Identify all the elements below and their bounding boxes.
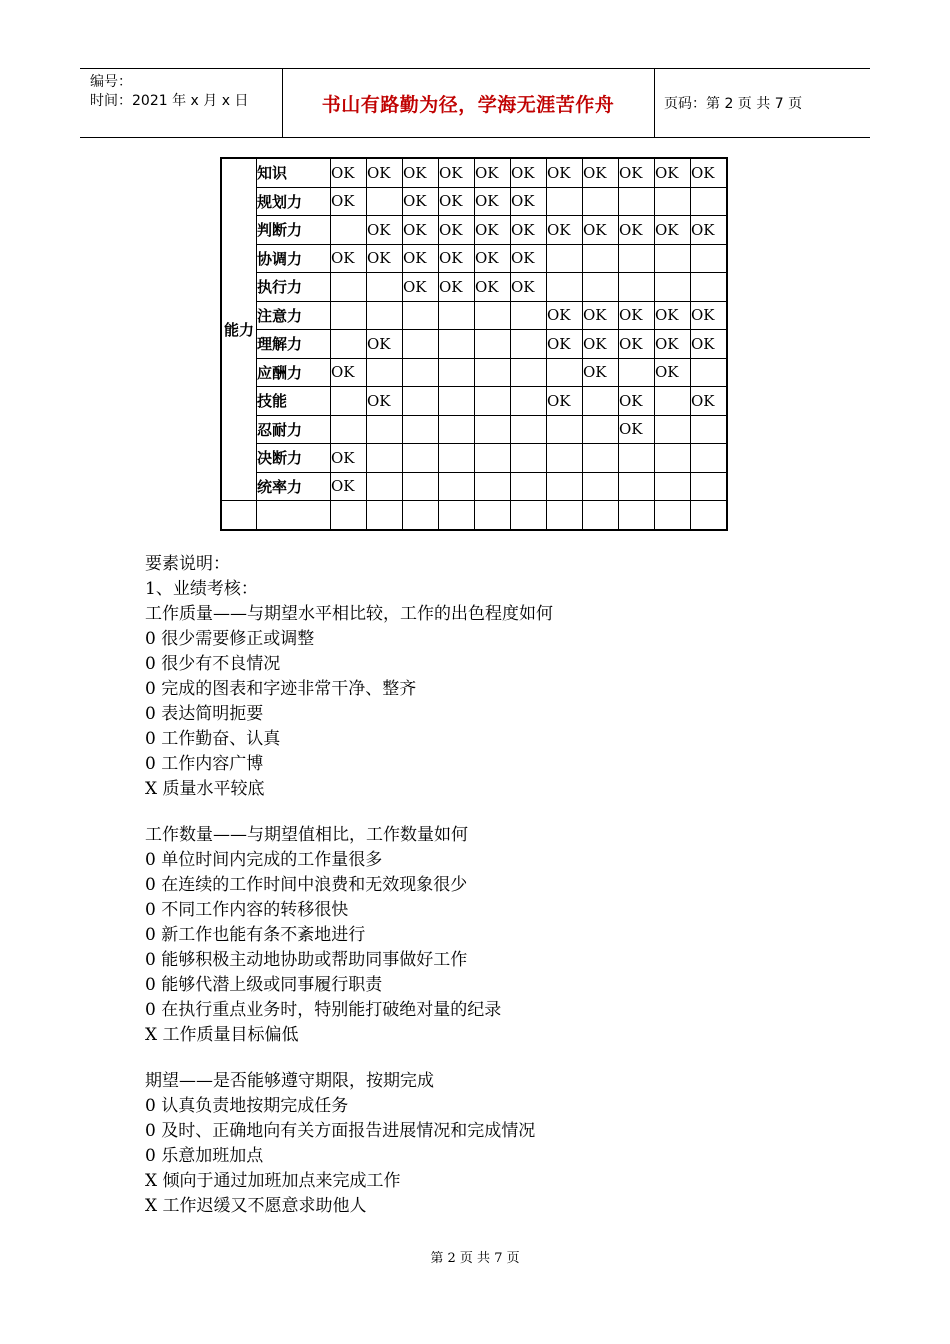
row-label: 执行力 [257, 273, 331, 302]
table-row [221, 216, 727, 245]
note-line: X 工作迟缓又不愿意求助他人 [145, 1196, 367, 1216]
time-label: 时间：2021 年 x 月 x 日 [90, 93, 249, 109]
table-cell [619, 187, 655, 216]
page-label: 页码：第 2 页 共 7 页 [664, 96, 803, 112]
note-line: X 质量水平较底 [145, 779, 265, 799]
table-cell [331, 216, 367, 245]
table-cell [547, 444, 583, 473]
table-cell [583, 415, 619, 444]
table-cell [331, 501, 367, 530]
table-cell [547, 358, 583, 387]
table-cell: OK [439, 187, 475, 216]
table-cell: OK [331, 472, 367, 501]
table-cell: OK [655, 330, 691, 359]
table-cell: OK [331, 358, 367, 387]
note-line: 0 及时、正确地向有关方面报告进展情况和完成情况 [145, 1121, 536, 1141]
note-line: 0 工作勤奋、认真 [145, 729, 281, 749]
table-cell: OK [367, 387, 403, 416]
table-cell [511, 444, 547, 473]
table-cell: OK [655, 301, 691, 330]
table-cell [475, 387, 511, 416]
table-cell [691, 501, 728, 530]
table-cell [475, 472, 511, 501]
table-cell: OK [583, 216, 619, 245]
table-cell [547, 415, 583, 444]
table-cell [511, 472, 547, 501]
table-cell [547, 244, 583, 273]
table-cell: OK [403, 216, 439, 245]
table-cell [511, 501, 547, 530]
row-label: 协调力 [257, 244, 331, 273]
table-cell: OK [511, 244, 547, 273]
table-cell [475, 444, 511, 473]
table-cell: OK [583, 158, 619, 187]
table-cell [547, 187, 583, 216]
table-cell: OK [547, 387, 583, 416]
table-cell: OK [403, 273, 439, 302]
table-cell [475, 415, 511, 444]
table-cell [547, 273, 583, 302]
table-cell [619, 273, 655, 302]
table-cell [583, 501, 619, 530]
table-cell [691, 244, 728, 273]
row-label: 忍耐力 [257, 415, 331, 444]
table-row [221, 358, 727, 387]
table-cell [439, 330, 475, 359]
row-label: 理解力 [257, 330, 331, 359]
table-cell [547, 501, 583, 530]
table-cell [475, 501, 511, 530]
table-cell [691, 273, 728, 302]
table-cell [583, 273, 619, 302]
table-cell: OK [691, 216, 728, 245]
ability-table [220, 157, 728, 531]
table-cell: OK [619, 415, 655, 444]
table-cell [331, 415, 367, 444]
row-label: 判断力 [257, 216, 331, 245]
table-row [221, 415, 727, 444]
table-cell [439, 472, 475, 501]
table-cell: OK [403, 187, 439, 216]
table-cell [257, 501, 331, 530]
note-line: 工作质量——与期望水平相比较，工作的出色程度如何 [145, 604, 553, 624]
table-cell [367, 472, 403, 501]
table-cell [511, 301, 547, 330]
note-line: 0 新工作也能有条不紊地进行 [145, 925, 366, 945]
table-cell [619, 472, 655, 501]
table-cell: OK [511, 273, 547, 302]
table-cell [403, 387, 439, 416]
table-cell [691, 444, 728, 473]
table-cell [511, 358, 547, 387]
table-cell: OK [547, 216, 583, 245]
row-label: 知识 [257, 158, 331, 187]
table-cell: OK [547, 330, 583, 359]
note-line: 0 认真负责地按期完成任务 [145, 1096, 349, 1116]
table-cell: OK [655, 358, 691, 387]
table-cell: OK [691, 330, 728, 359]
table-cell [619, 501, 655, 530]
table-cell [691, 415, 728, 444]
table-cell: OK [511, 187, 547, 216]
table-cell [475, 301, 511, 330]
table-cell [655, 387, 691, 416]
table-cell [367, 415, 403, 444]
element-notes [145, 552, 553, 1219]
table-cell: OK [547, 158, 583, 187]
table-cell: OK [367, 216, 403, 245]
table-cell: OK [331, 244, 367, 273]
table-cell [655, 187, 691, 216]
table-cell [691, 358, 728, 387]
header-left [90, 73, 248, 111]
number-label: 编号： [90, 74, 132, 90]
table-cell: OK [619, 330, 655, 359]
paragraph-gap [145, 1048, 553, 1069]
table-cell: OK [439, 273, 475, 302]
table-cell [367, 501, 403, 530]
table-cell [655, 501, 691, 530]
table-cell [547, 472, 583, 501]
page-header [80, 68, 870, 138]
table-cell: OK [583, 330, 619, 359]
table-cell: OK [583, 358, 619, 387]
table-cell [367, 444, 403, 473]
table-cell [619, 358, 655, 387]
note-line: 0 很少需要修正或调整 [145, 629, 315, 649]
table-cell [331, 273, 367, 302]
table-cell [403, 415, 439, 444]
table-cell: OK [475, 244, 511, 273]
table-cell: OK [475, 273, 511, 302]
table-cell [583, 472, 619, 501]
table-cell: OK [475, 187, 511, 216]
table-cell [439, 444, 475, 473]
table-cell: OK [655, 216, 691, 245]
table-cell: OK [367, 330, 403, 359]
row-label: 决断力 [257, 444, 331, 473]
table-cell [367, 187, 403, 216]
note-line: 0 在连续的工作时间中浪费和无效现象很少 [145, 875, 468, 895]
note-line: 0 表达简明扼要 [145, 704, 264, 724]
table-cell [439, 387, 475, 416]
table-cell [655, 244, 691, 273]
table-row [221, 472, 727, 501]
note-line: 0 单位时间内完成的工作量很多 [145, 850, 383, 870]
table-cell [583, 387, 619, 416]
note-line: 0 完成的图表和字迹非常干净、整齐 [145, 679, 417, 699]
header-motto: 书山有路勤为径，学海无涯苦作舟 [321, 93, 615, 116]
row-label: 应酬力 [257, 358, 331, 387]
table-cell [619, 244, 655, 273]
table-cell [619, 444, 655, 473]
table-cell [403, 358, 439, 387]
table-row-empty [221, 501, 727, 530]
table-cell [583, 187, 619, 216]
table-cell [367, 301, 403, 330]
table-cell: OK [583, 301, 619, 330]
table-cell: OK [619, 387, 655, 416]
table-cell [511, 415, 547, 444]
note-line: 0 工作内容广博 [145, 754, 264, 774]
table-cell [655, 472, 691, 501]
note-line: 0 能够代潜上级或同事履行职责 [145, 975, 383, 995]
table-cell [583, 244, 619, 273]
table-cell [511, 387, 547, 416]
table-cell [367, 273, 403, 302]
table-cell: OK [331, 187, 367, 216]
table-cell: OK [475, 158, 511, 187]
table-cell: OK [511, 216, 547, 245]
table-cell: OK [691, 301, 728, 330]
note-line: 0 在执行重点业务时，特别能打破绝对量的纪录 [145, 1000, 502, 1020]
table-row [221, 273, 727, 302]
row-label: 规划力 [257, 187, 331, 216]
note-line: 0 乐意加班加点 [145, 1146, 264, 1166]
page-footer: 第 2 页 共 7 页 [430, 1251, 520, 1266]
table-cell [403, 444, 439, 473]
table-cell: OK [619, 216, 655, 245]
table-cell: OK [439, 244, 475, 273]
table-row [221, 444, 727, 473]
note-line: 0 很少有不良情况 [145, 654, 281, 674]
table-cell: OK [691, 158, 728, 187]
table-row [221, 187, 727, 216]
table-cell: OK [547, 301, 583, 330]
table-cell [475, 330, 511, 359]
table-row [221, 387, 727, 416]
table-cell [691, 187, 728, 216]
table-cell [655, 273, 691, 302]
table-cell: OK [331, 158, 367, 187]
table-cell [691, 472, 728, 501]
note-line: 要素说明： [145, 554, 230, 574]
table-cell: OK [655, 158, 691, 187]
table-cell [403, 330, 439, 359]
table-cell: OK [511, 158, 547, 187]
table-row [221, 330, 727, 359]
table-cell [439, 301, 475, 330]
header-divider [654, 69, 655, 137]
table-cell: OK [691, 387, 728, 416]
table-row [221, 301, 727, 330]
table-cell: OK [331, 444, 367, 473]
table-cell: OK [403, 244, 439, 273]
table-cell [331, 301, 367, 330]
table-cell: OK [619, 301, 655, 330]
table-cell [403, 301, 439, 330]
row-label: 技能 [257, 387, 331, 416]
note-line: X 倾向于通过加班加点来完成工作 [145, 1171, 401, 1191]
table-cell [583, 444, 619, 473]
table-cell [439, 501, 475, 530]
table-cell [367, 358, 403, 387]
table-cell [511, 330, 547, 359]
note-line: X 工作质量目标偏低 [145, 1025, 299, 1045]
table-cell [475, 358, 511, 387]
row-label: 统率力 [257, 472, 331, 501]
table-row [221, 158, 727, 187]
paragraph-gap [145, 802, 553, 823]
table-cell: OK [367, 244, 403, 273]
table-cell [403, 472, 439, 501]
table-cell: OK [619, 158, 655, 187]
table-cell [439, 358, 475, 387]
table-cell: OK [367, 158, 403, 187]
category-cell: 能力 [221, 158, 257, 501]
table-cell: OK [439, 216, 475, 245]
note-line: 工作数量——与期望值相比，工作数量如何 [145, 825, 468, 845]
note-line: 1、业绩考核： [145, 579, 258, 599]
table-cell [331, 330, 367, 359]
table-cell: OK [403, 158, 439, 187]
note-line: 期望——是否能够遵守期限，按期完成 [145, 1071, 434, 1091]
table-cell [403, 501, 439, 530]
table-cell [439, 415, 475, 444]
table-cell [221, 501, 257, 530]
table-cell [655, 444, 691, 473]
table-cell [331, 387, 367, 416]
table-cell [655, 415, 691, 444]
note-line: 0 不同工作内容的转移很快 [145, 900, 349, 920]
row-label: 注意力 [257, 301, 331, 330]
note-line: 0 能够积极主动地协助或帮助同事做好工作 [145, 950, 468, 970]
table-row [221, 244, 727, 273]
table-cell: OK [475, 216, 511, 245]
table-cell: OK [439, 158, 475, 187]
